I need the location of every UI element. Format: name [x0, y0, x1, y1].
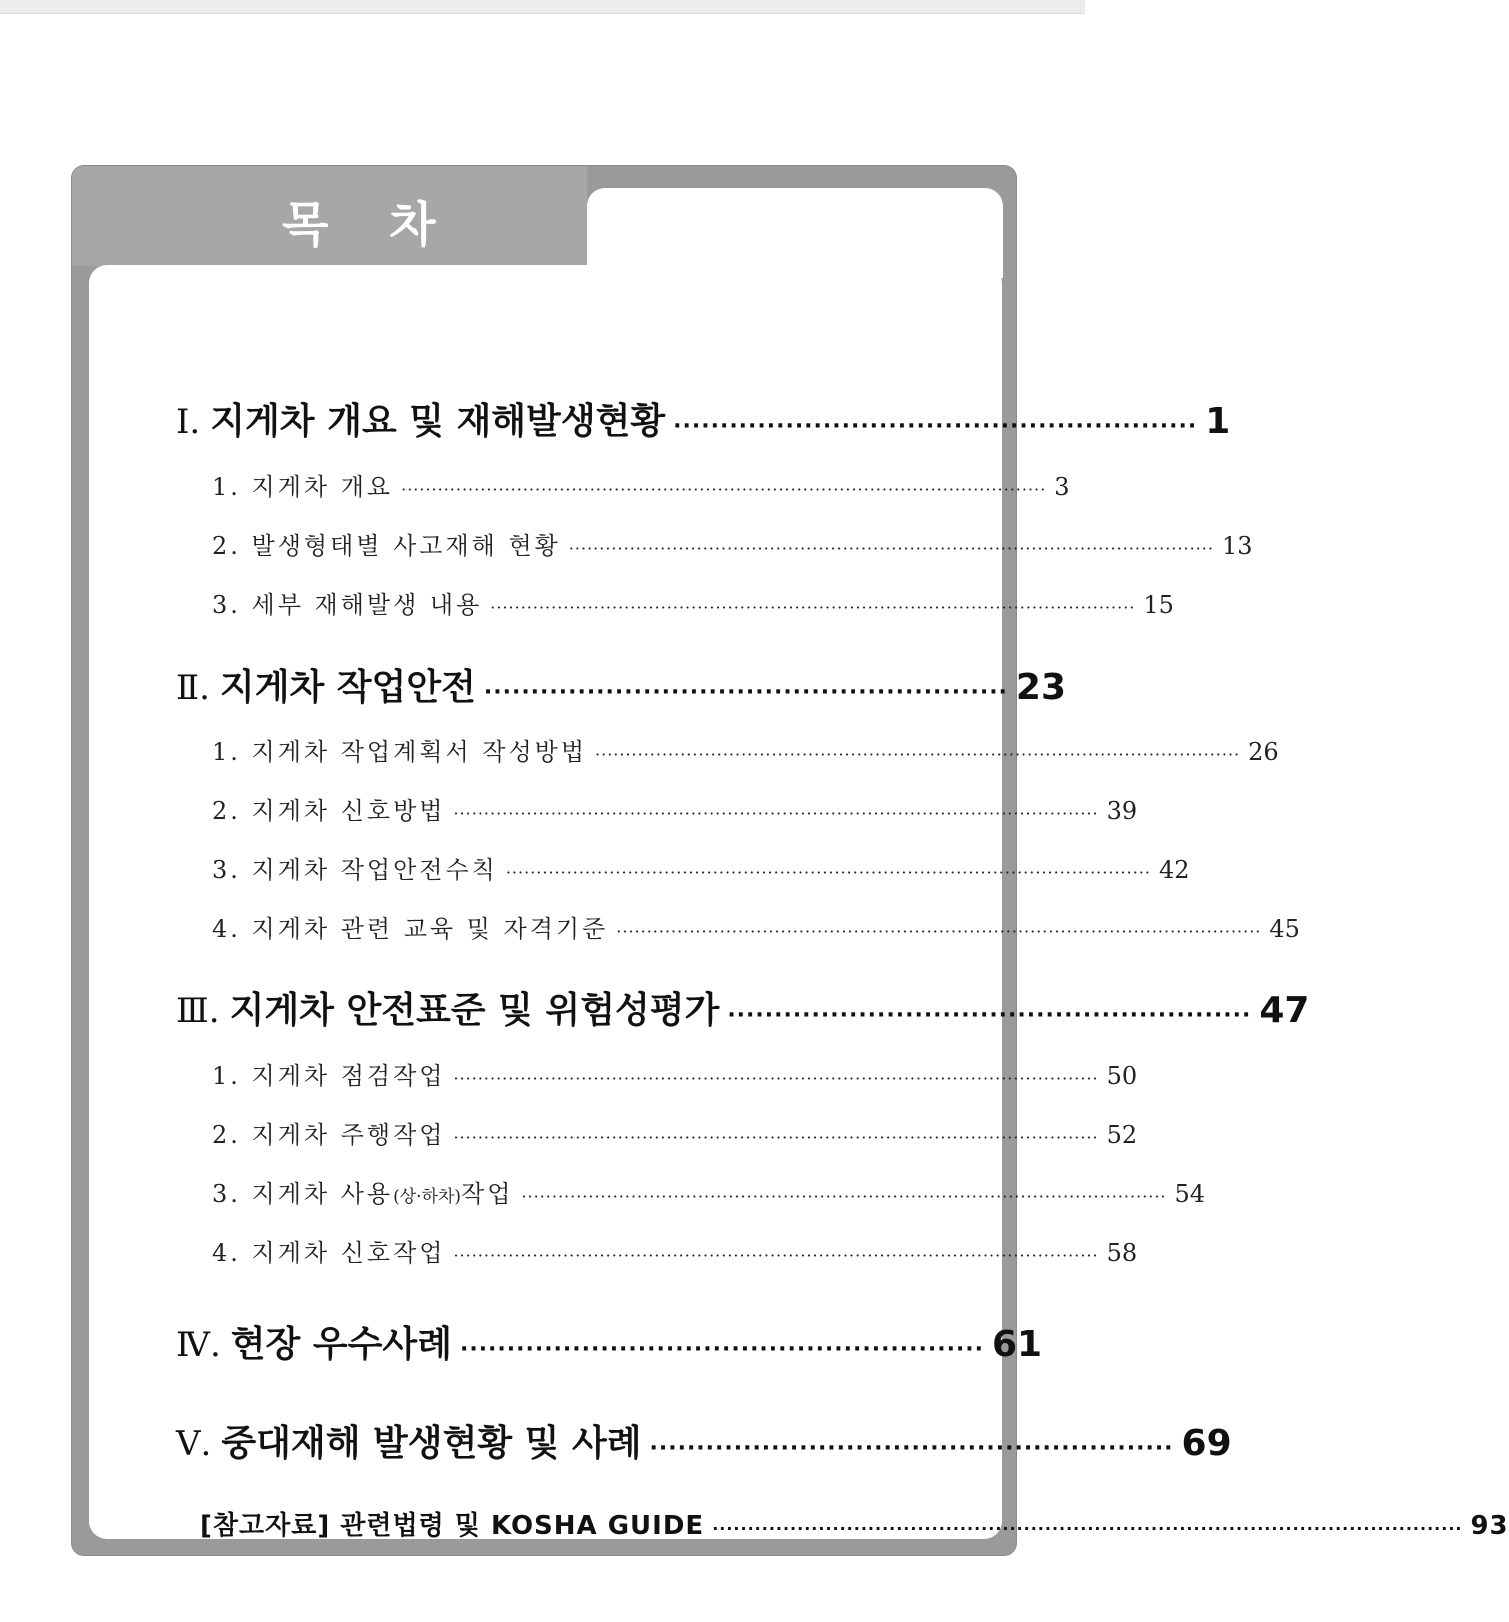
page-number: 93 — [1470, 1511, 1509, 1541]
item-title: 4. 지게차 관련 교육 및 자격기준 — [212, 915, 609, 943]
page-number: 54 — [1174, 1180, 1206, 1208]
section-title: Ⅳ. 현장 우수사례 — [176, 1324, 452, 1365]
toc-reference[interactable] — [200, 1505, 1509, 1542]
dot-leader: ························································ — [483, 680, 1008, 705]
top-bar — [0, 0, 1085, 14]
dot-leader: ························································ — [727, 1003, 1252, 1028]
toc-title-tab — [72, 166, 587, 266]
toc-frame — [72, 166, 1509, 1555]
dot-leader: ························································ — [649, 1436, 1174, 1461]
dot-leader: ·········································································································· — [490, 598, 1136, 617]
dot-leader: ·········································································································· — [521, 1187, 1167, 1206]
toc-section-4[interactable] — [176, 1316, 1043, 1367]
page-number: 39 — [1106, 797, 1138, 825]
section-title: Ⅴ. 중대재해 발생현황 및 사례 — [176, 1423, 642, 1464]
dot-leader: ·········································································································· — [453, 1069, 1099, 1088]
toc-item[interactable] — [212, 909, 1300, 944]
page-number: 1 — [1205, 401, 1231, 442]
item-title: 1. 지게차 작업계획서 작성방법 — [212, 738, 588, 766]
dot-leader: ························································ — [459, 1337, 984, 1362]
page-number: 13 — [1221, 532, 1253, 560]
toc-section-3[interactable] — [176, 982, 1310, 1033]
item-title: 3. 지게차 작업안전수칙 — [212, 856, 498, 884]
dot-leader: ·········································································································· — [453, 804, 1099, 823]
toc-title: 목 차 — [282, 197, 458, 253]
section-title: Ⅲ. 지게차 안전표준 및 위험성평가 — [176, 990, 720, 1031]
dot-leader: ·········································································································· — [453, 1246, 1099, 1265]
item-title: 2. 지게차 신호방법 — [212, 797, 446, 825]
item-title: 1. 지게차 점검작업 — [212, 1062, 446, 1090]
toc-item[interactable] — [212, 850, 1190, 885]
page-number: 23 — [1015, 667, 1067, 708]
page-number: 69 — [1181, 1423, 1232, 1464]
toc-item[interactable] — [212, 791, 1138, 826]
toc-item[interactable] — [212, 1174, 1206, 1209]
reference-title: [참고자료] 관련법령 및 KOSHA GUIDE — [200, 1511, 705, 1541]
toc-section-5[interactable] — [176, 1415, 1232, 1466]
dot-leader: ·········································································································· — [712, 1519, 1463, 1538]
page-number: 42 — [1158, 856, 1190, 884]
page-number: 50 — [1106, 1062, 1138, 1090]
item-title: 4. 지게차 신호작업 — [212, 1239, 446, 1267]
section-title: Ⅱ. 지게차 작업안전 — [176, 667, 476, 708]
item-title: 3. 세부 재해발생 내용 — [212, 591, 483, 619]
dot-leader: ·········································································································· — [453, 1128, 1099, 1147]
dot-leader: ·········································································································· — [568, 539, 1214, 558]
item-title: 2. 지게차 주행작업 — [212, 1121, 446, 1149]
toc-item[interactable] — [212, 585, 1174, 620]
page-number: 61 — [992, 1324, 1043, 1365]
page-number: 26 — [1248, 738, 1279, 766]
toc-section-1[interactable] — [176, 393, 1231, 444]
toc-panel — [89, 265, 1509, 1541]
page-number: 45 — [1269, 915, 1300, 943]
toc-item[interactable] — [212, 526, 1253, 561]
toc-item[interactable] — [212, 1056, 1138, 1091]
page-number: 15 — [1143, 591, 1174, 619]
item-title: 3. 지게차 사용(상·하차)작업 — [212, 1180, 514, 1208]
dot-leader: ························································ — [673, 414, 1198, 439]
toc-item[interactable] — [212, 732, 1279, 767]
toc-item[interactable] — [212, 1233, 1138, 1268]
dot-leader: ·········································································································· — [595, 745, 1241, 764]
toc-item[interactable] — [212, 1115, 1138, 1150]
page-number: 3 — [1054, 473, 1070, 501]
dot-leader: ·········································································································· — [616, 922, 1262, 941]
toc-section-2[interactable] — [176, 659, 1067, 710]
dot-leader: ·········································································································· — [401, 480, 1047, 499]
page-number: 47 — [1259, 990, 1310, 1031]
page-number: 58 — [1106, 1239, 1138, 1267]
section-title: Ⅰ. 지게차 개요 및 재해발생현황 — [176, 401, 666, 442]
dot-leader: ·········································································································· — [505, 863, 1151, 882]
page-number: 52 — [1106, 1121, 1138, 1149]
item-title: 2. 발생형태별 사고재해 현황 — [212, 532, 561, 560]
toc-item[interactable] — [212, 467, 1070, 502]
item-title: 1. 지게차 개요 — [212, 473, 394, 501]
